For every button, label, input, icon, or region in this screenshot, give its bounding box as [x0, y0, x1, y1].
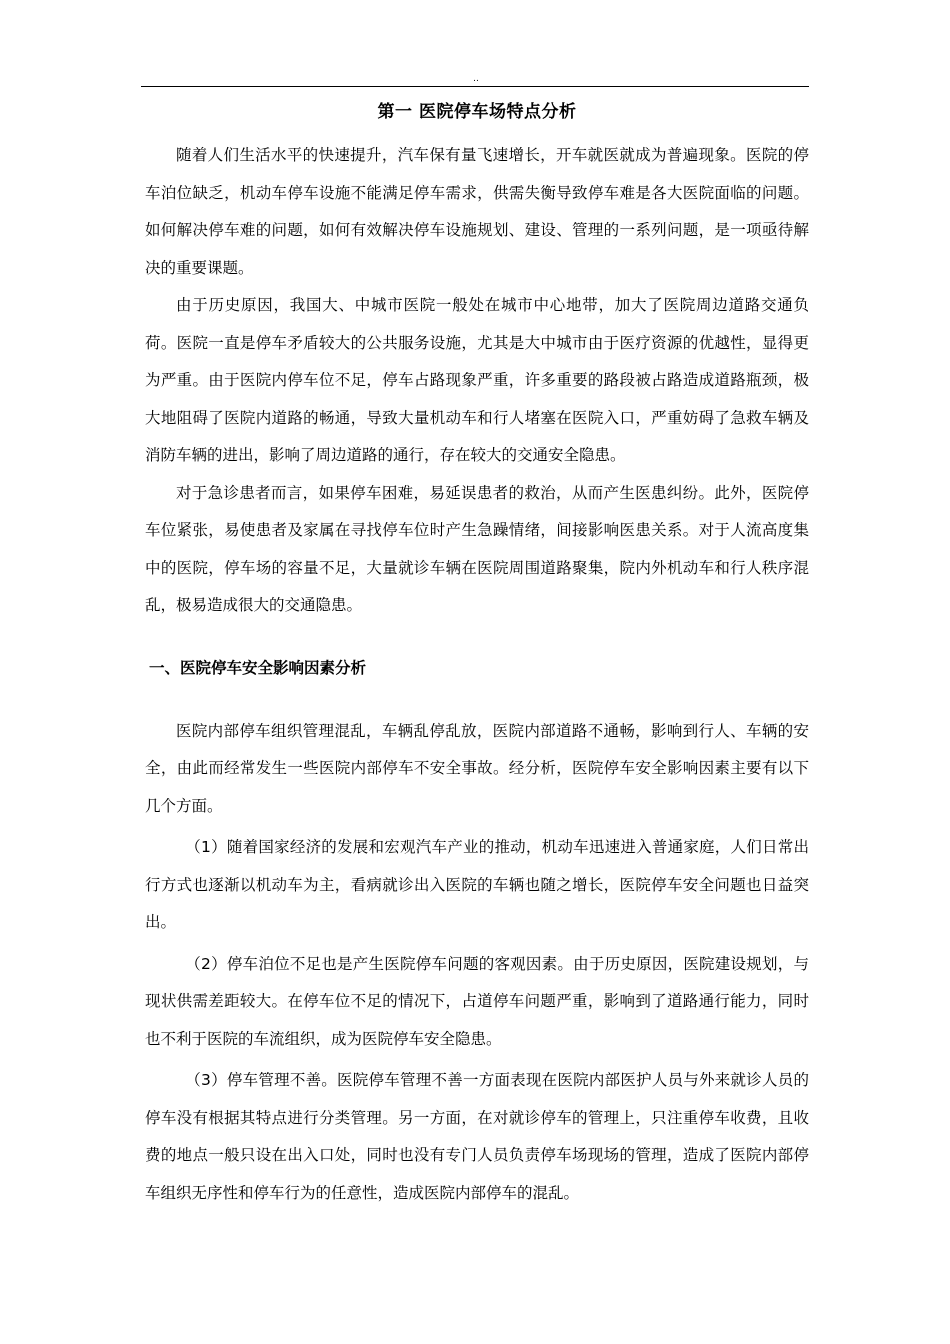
- chapter-title: 第一 医院停车场特点分析: [377, 102, 577, 122]
- list-item-1: （1）随着国家经济的发展和宏观汽车产业的推动，机动车迅速进入普通家庭，人们日常出行方式也逐渐以机动车为主，看病就诊出入医院的车辆也随之增长，医院停车安全问题也日益突出。: [145, 838, 809, 931]
- list-item-2: （2）停车泊位不足也是产生医院停车问题的客观因素。由于历史原因，医院建设规划，与现状供需差距较大。在停车位不足的情况下，占道停车问题严重，影响到了道路通行能力，同时也不利于医院的车流组织，成为医院停车安全隐患。: [145, 954, 809, 1048]
- section-intro: 医院内部停车组织管理混乱，车辆乱停乱放，医院内部道路不通畅，影响到行人、车辆的安全，由此而经常发生一些医院内部停车不安全事故。经分析，医院停车安全影响因素主要有以下几个方面。: [145, 721, 809, 815]
- paragraph-1: 随着人们生活水平的快速提升，汽车保有量飞速增长，开车就医就成为普遍现象。医院的停车泊位缺乏，机动车停车设施不能满足停车需求，供需失衡导致停车难是各大医院面临的问题。如何解决停车难的问题，如何有效解决停车设施规划、建设、管理的一系列问题，是一项亟待解决的重要课题。: [145, 146, 809, 277]
- document-body: [145, 94, 809, 1212]
- list-item-3: （3）停车管理不善。医院停车管理不善一方面表现在医院内部医护人员与外来就诊人员的停车没有根据其特点进行分类管理。另一方面，在对就诊停车的管理上，只注重停车收费，且收费的地点一般只设在出入口处，同时也没有专门人员负责停车场现场的管理，造成了医院内部停车组织无序性和停车行为的任意性，造成医院内部停车的混乱。: [145, 1071, 809, 1202]
- paragraph-2: 由于历史原因，我国大、中城市医院一般处在城市中心地带，加大了医院周边道路交通负荷。医院一直是停车矛盾较大的公共服务设施，尤其是大中城市由于医疗资源的优越性，显得更为严重。由于医院内停车位不足，停车占路现象严重，许多重要的路段被占路造成道路瓶颈，极大地阻碍了医院内道路的畅通，导致大量机动车和行人堵塞在医院入口，严重妨碍了急救车辆及消防车辆的进出，影响了周边道路的通行，存在较大的交通安全隐患。: [145, 296, 809, 464]
- paragraph-3: 对于急诊患者而言，如果停车困难，易延误患者的救治，从而产生医患纠纷。此外，医院停车位紧张，易使患者及家属在寻找停车位时产生急躁情绪，间接影响医患关系。对于人流高度集中的医院，停车场的容量不足，大量就诊车辆在医院周围道路聚集，院内外机动车和行人秩序混乱，极易造成很大的交通隐患。: [145, 483, 809, 614]
- section-heading: 一、医院停车安全影响因素分析: [149, 658, 367, 677]
- header-rule: [141, 86, 809, 87]
- header-mark: ..: [473, 74, 479, 84]
